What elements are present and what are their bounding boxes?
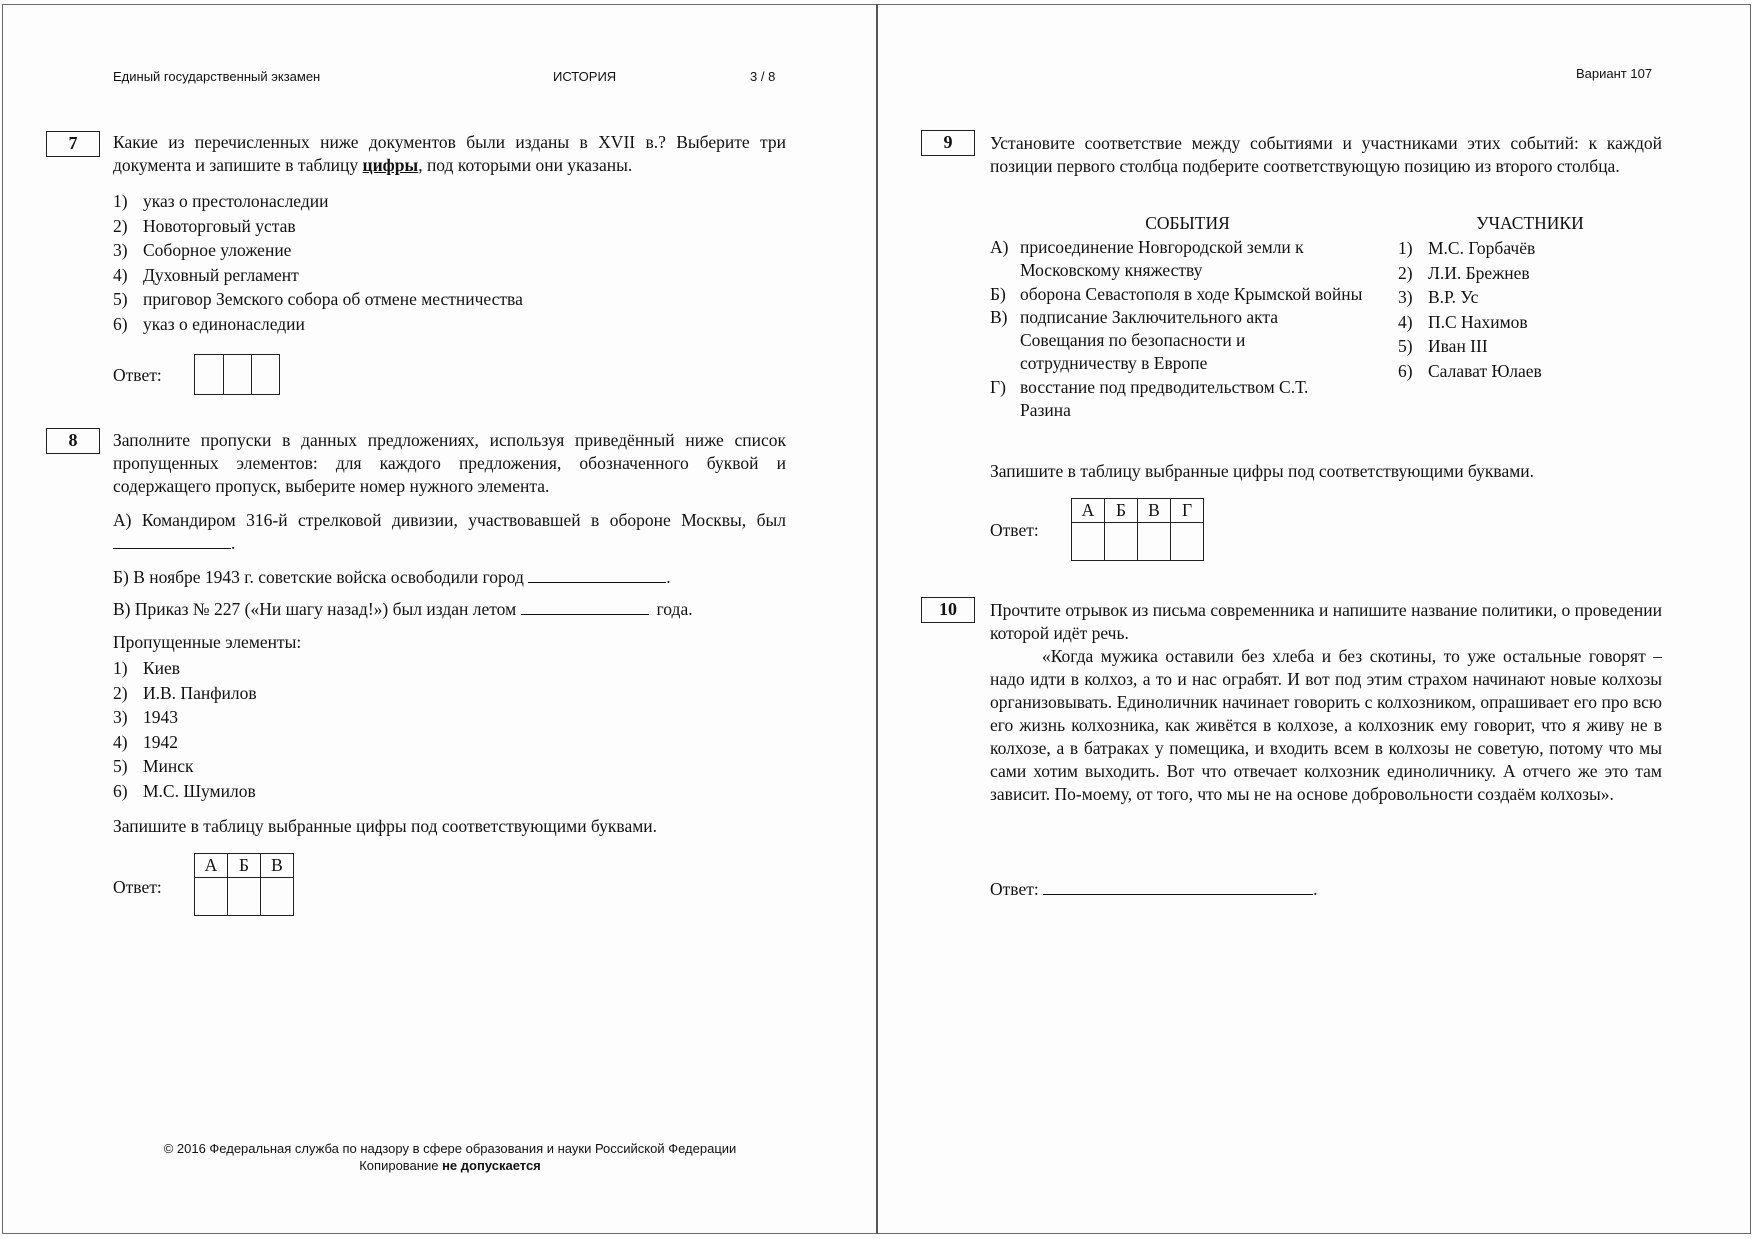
footer [110, 1140, 790, 1174]
element-item [113, 705, 257, 730]
option-item [113, 238, 523, 263]
option-number: 6) [113, 313, 128, 334]
participant-item [1398, 359, 1542, 384]
answer-cell[interactable] [261, 878, 294, 916]
sentence-end: . [231, 533, 236, 553]
answer-label: Ответ: [990, 879, 1039, 899]
missing-elements-label: Пропущенные элементы: [113, 632, 302, 652]
element-number: 5) [113, 756, 128, 777]
answer-cell[interactable] [195, 878, 228, 916]
participants-list [1398, 236, 1542, 384]
participants-column-header: УЧАСТНИКИ [1476, 213, 1584, 233]
option-text: Новоторговый устав [143, 215, 296, 236]
participant-text: В.Р. Ус [1428, 287, 1479, 308]
event-text: восстание под предводительством С.Т. Разина [1020, 376, 1309, 420]
question-prompt [113, 131, 786, 177]
option-number: 3) [113, 240, 128, 261]
event-letter: В) [990, 307, 1008, 328]
events-list [990, 236, 1370, 422]
element-item [113, 656, 257, 681]
prompt-text: Какие из перечисленных ниже документов были изданы в XVII в.? Выберите три документа и запишите в таблицу [113, 132, 786, 175]
event-text: присоединение Новгородской земли к Московскому княжеству [1020, 237, 1304, 280]
letter-excerpt: «Когда мужика оставили без хлеба и без скотины, то уже остальные говорят – надо идти в колхоз, а то и нас ограбят. И вот под этим страхом начинают новые колхозы организовывать. Единоличник начинает говорить с колхозником, опрашивает его про всю его жизнь колхозника, как живётся в колхозе, а колхозник ему говорит, что я живу не в колхозе, а в батраках у помещика, и входить всем в колхозы не советую, потому что мы сами хотим выходить. Вот что отвечает колхозник единоличнику. А отчего же это там зависит. По-моему, от того, что мы не на основе добровольности создаём колхозы». [990, 646, 1662, 804]
answer-cell[interactable] [252, 355, 280, 395]
header-variant: Вариант 107 [1576, 66, 1653, 81]
question-prompt: Прочтите отрывок из письма современника и напишите название политики, о проведении которой идёт речь. [990, 600, 1662, 643]
option-text: указ о престолонаследии [143, 191, 329, 211]
participant-number: 6) [1398, 360, 1413, 381]
answer-line [990, 878, 1317, 901]
instruction: Запишите в таблицу выбранные цифры под соответствующими буквами. [113, 816, 658, 836]
footer-copy-text: Копирование [359, 1158, 443, 1173]
option-item [113, 287, 523, 312]
footer-copyright: © 2016 Федеральная служба по надзору в сфере образования и науки Российской Федерации [163, 1141, 737, 1156]
table-header-cell: Б [1105, 499, 1138, 523]
prompt-emphasis: цифры [362, 155, 419, 175]
participant-text: П.С Нахимов [1428, 311, 1528, 332]
footer-copy-notice [110, 1157, 790, 1174]
event-item [990, 236, 1370, 282]
participant-text: Салават Юлаев [1428, 360, 1542, 381]
sentence-c [113, 598, 693, 621]
participant-text: М.С. Горбачёв [1428, 238, 1536, 258]
sentence-text: А) Командиром 316-й стрелковой дивизии, участвовавшей в обороне Москвы, был [113, 510, 786, 530]
option-item [113, 214, 523, 239]
instruction: Запишите в таблицу выбранные цифры под соответствующими буквами. [990, 461, 1535, 481]
element-text: Киев [143, 658, 181, 678]
event-text: оборона Севастополя в ходе Крымской войны [1020, 283, 1363, 304]
option-number: 1) [113, 191, 128, 211]
participant-text: Иван III [1428, 336, 1488, 357]
question-prompt: Установите соответствие между событиями и участниками этих событий: к каждой позиции первого столбца подберите соответствующую позицию из второго столбца. [990, 133, 1662, 176]
answer-label: Ответ: [113, 365, 162, 385]
participant-item [1398, 334, 1542, 359]
option-text: приговор Земского собора об отмене местничества [143, 289, 523, 310]
answer-table [1071, 498, 1204, 561]
event-letter: Б) [990, 283, 1006, 304]
table-header-cell: Г [1171, 499, 1204, 523]
answer-cell[interactable] [1105, 523, 1138, 561]
answer-end: . [1313, 879, 1318, 899]
participant-number: 3) [1398, 287, 1413, 308]
table-header-cell: А [1072, 499, 1105, 523]
option-text: указ о единонаследии [143, 313, 305, 334]
header-subject: ИСТОРИЯ [553, 69, 617, 84]
option-text: Соборное уложение [143, 240, 292, 261]
element-item [113, 681, 257, 706]
answer-label: Ответ: [990, 520, 1039, 540]
sentence-end: года. [656, 599, 693, 619]
element-number: 4) [113, 731, 128, 752]
event-item [990, 283, 1370, 306]
element-item [113, 730, 257, 755]
answer-cell[interactable] [224, 355, 252, 395]
header-page-number: 3 / 8 [750, 69, 776, 84]
element-text: 1943 [143, 707, 178, 728]
participant-number: 4) [1398, 311, 1413, 332]
option-item [113, 263, 523, 288]
sentence-a [113, 509, 786, 555]
element-number: 2) [113, 682, 128, 703]
participant-item [1398, 285, 1542, 310]
options-list [113, 189, 523, 337]
blank-line [528, 567, 666, 583]
header-exam-title: Единый государственный экзамен [113, 69, 321, 84]
answer-table [194, 853, 294, 916]
participant-item [1398, 310, 1542, 335]
answer-blank[interactable] [1043, 879, 1313, 895]
option-item [113, 312, 523, 337]
answer-cell[interactable] [1171, 523, 1204, 561]
sentence-text: В) Приказ № 227 («Ни шагу назад!») был издан летом [113, 599, 517, 619]
element-text: Минск [143, 756, 194, 777]
element-text: М.С. Шумилов [143, 780, 256, 801]
question-number-box: 9 [921, 130, 975, 156]
blank-line [113, 533, 231, 549]
participant-text: Л.И. Брежнев [1428, 262, 1530, 283]
option-number: 5) [113, 289, 128, 310]
element-item [113, 779, 257, 804]
table-header-cell: Б [228, 854, 261, 878]
event-letter: Г) [990, 376, 1006, 397]
event-item [990, 376, 1370, 422]
question-number-box: 10 [921, 597, 975, 623]
page-divider [876, 4, 878, 1234]
events-column-header: СОБЫТИЯ [1145, 213, 1230, 233]
answer-cell[interactable] [1072, 523, 1105, 561]
participant-number: 5) [1398, 336, 1413, 357]
event-item [990, 306, 1370, 374]
participant-number: 1) [1398, 238, 1413, 258]
element-text: 1942 [143, 731, 178, 752]
event-text: подписание Заключительного акта Совещания по безопасности и сотрудничеству в Европе [1020, 307, 1278, 373]
answer-cell[interactable] [195, 355, 224, 395]
question-number-box: 8 [46, 428, 100, 454]
table-header-cell: В [1138, 499, 1171, 523]
answer-cell[interactable] [1138, 523, 1171, 561]
answer-table [194, 354, 280, 395]
prompt-text-end: , под которыми они указаны. [418, 155, 633, 175]
participant-number: 2) [1398, 262, 1413, 283]
element-number: 3) [113, 707, 128, 728]
answer-cell[interactable] [228, 878, 261, 916]
sentence-text: Б) В ноябре 1943 г. советские войска освободили город [113, 567, 524, 587]
element-text: И.В. Панфилов [143, 682, 257, 703]
question-prompt: Заполните пропуски в данных предложениях, используя приведённый ниже список пропущенных элементов: для каждого предложения, обозначенного буквой и содержащего пропуск, выберите номер нужного элемента. [113, 430, 786, 496]
table-header-cell: В [261, 854, 294, 878]
question-number-box: 7 [46, 131, 100, 157]
option-text: Духовный регламент [143, 264, 299, 285]
blank-line [521, 599, 649, 615]
element-number: 1) [113, 658, 128, 678]
answer-label: Ответ: [113, 877, 162, 897]
option-number: 2) [113, 215, 128, 236]
participant-item [1398, 261, 1542, 286]
sentence-end: . [666, 567, 671, 587]
footer-copy-bold: не допускается [442, 1158, 541, 1173]
elements-list [113, 656, 257, 804]
element-number: 6) [113, 780, 128, 801]
element-item [113, 754, 257, 779]
option-item [113, 189, 523, 214]
option-number: 4) [113, 264, 128, 285]
event-letter: А) [990, 237, 1009, 257]
sentence-b [113, 566, 671, 589]
participant-item [1398, 236, 1542, 261]
table-header-cell: А [195, 854, 228, 878]
